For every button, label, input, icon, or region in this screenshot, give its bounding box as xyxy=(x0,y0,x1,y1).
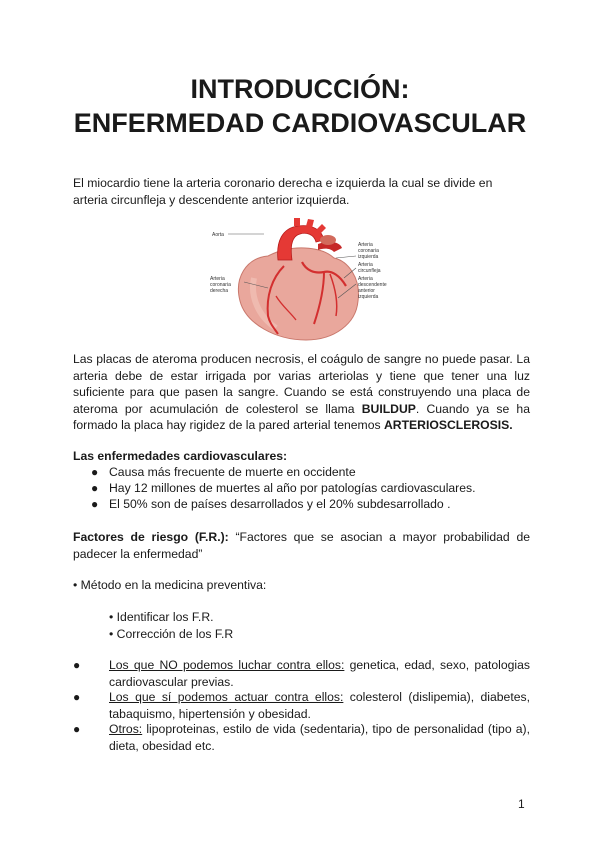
intro-paragraph: El miocardio tiene la arteria coronario derecha e izquierda la cual se divide en arteria circunfleja y descendente anterior izquierda. xyxy=(73,176,493,207)
label-circ-2: circunfleja xyxy=(358,268,381,274)
label-desc-2: descendente xyxy=(358,282,387,288)
label-desc-1: Arteria xyxy=(358,276,373,282)
title-line-2: ENFERMEDAD CARDIOVASCULAR xyxy=(73,108,527,138)
enfermedades-item-3: El 50% son de países desarrollados y el 20% subdesarrollado . xyxy=(109,497,451,511)
factores-text: “Factores que se asocian a mayor probabilidad de padecer la enfermedad” xyxy=(73,530,530,561)
heart-illustration xyxy=(206,216,396,342)
riesgo-label-3: Otros: xyxy=(109,722,143,736)
arteriosclerosis-term: ARTERIOSCLEROSIS. xyxy=(383,418,513,432)
riesgo-text-1: genetica, edad, sexo, patologias cardiovascular previas. xyxy=(109,658,530,689)
label-der-1: Arteria xyxy=(210,276,225,282)
label-der-2: coronaria xyxy=(210,282,231,288)
bullet-marker: ● xyxy=(91,481,99,495)
label-aorta: Aorta xyxy=(212,232,224,238)
ateroma-text-2: . Cuando ya se ha formado la placa hay rigidez de la pared arterial tenemos xyxy=(73,401,530,432)
enfermedades-heading: Las enfermedades cardiovasculares: xyxy=(73,449,288,463)
bullet-marker: ● xyxy=(73,722,81,736)
riesgo-text-3: lipoproteinas, estilo de vida (sedentaria), tipo de personalidad (tipo a), dieta, obesidad etc. xyxy=(109,722,530,753)
factores-paragraph xyxy=(73,529,530,562)
riesgo-text-2: colesterol (dislipemia), diabetes, tabaquismo, hipertensión y obesidad. xyxy=(109,690,530,721)
riesgo-item-3 xyxy=(109,721,530,754)
bullet-marker: ● xyxy=(73,690,81,704)
label-circ-1: Arteria xyxy=(358,262,373,268)
label-izq-2: coronaria xyxy=(358,248,379,254)
label-desc-4: izquierda xyxy=(358,294,379,300)
page-title xyxy=(0,72,600,140)
buildup-term: BUILDUP xyxy=(361,401,416,416)
bullet-marker: ● xyxy=(91,497,99,511)
enfermedades-item-2: Hay 12 millones de muertes al año por patologías cardiovasculares. xyxy=(109,481,476,495)
factores-label: Factores de riesgo (F.R.): xyxy=(73,530,229,544)
label-der-3: derecha xyxy=(210,288,229,294)
metodo-item-2: • Corrección de los F.R xyxy=(109,627,234,641)
label-izq-1: Arteria xyxy=(358,242,373,248)
label-desc-3: anterior xyxy=(358,288,375,294)
riesgo-item-2 xyxy=(109,689,530,722)
bullet-marker: ● xyxy=(91,465,99,479)
page-number: 1 xyxy=(518,797,525,811)
title-line-1: INTRODUCCIÓN: xyxy=(190,74,410,104)
metodo-item-1: • Identificar los F.R. xyxy=(109,610,214,624)
label-izq-3: izquierda xyxy=(358,254,379,260)
enfermedades-item-1: Causa más frecuente de muerte en occidente xyxy=(109,465,356,479)
ateroma-paragraph xyxy=(73,351,530,434)
metodo-heading: • Método en la medicina preventiva: xyxy=(73,578,267,592)
bullet-marker: ● xyxy=(73,658,81,672)
riesgo-item-1 xyxy=(109,657,530,690)
riesgo-label-1: Los que NO podemos luchar contra ellos: xyxy=(109,658,345,672)
ateroma-text-1: Las placas de ateroma producen necrosis, el coágulo de sangre no puede pasar. La arteria debe de estar irrigada por varias arteriolas y tiene que tener una luz suficiente para que pasen la sangre. Cuando se está construyendo una placa de ateroma por acumulación de colesterol se llama xyxy=(73,352,530,416)
riesgo-label-2: Los que sí podemos actuar contra ellos: xyxy=(109,690,344,704)
